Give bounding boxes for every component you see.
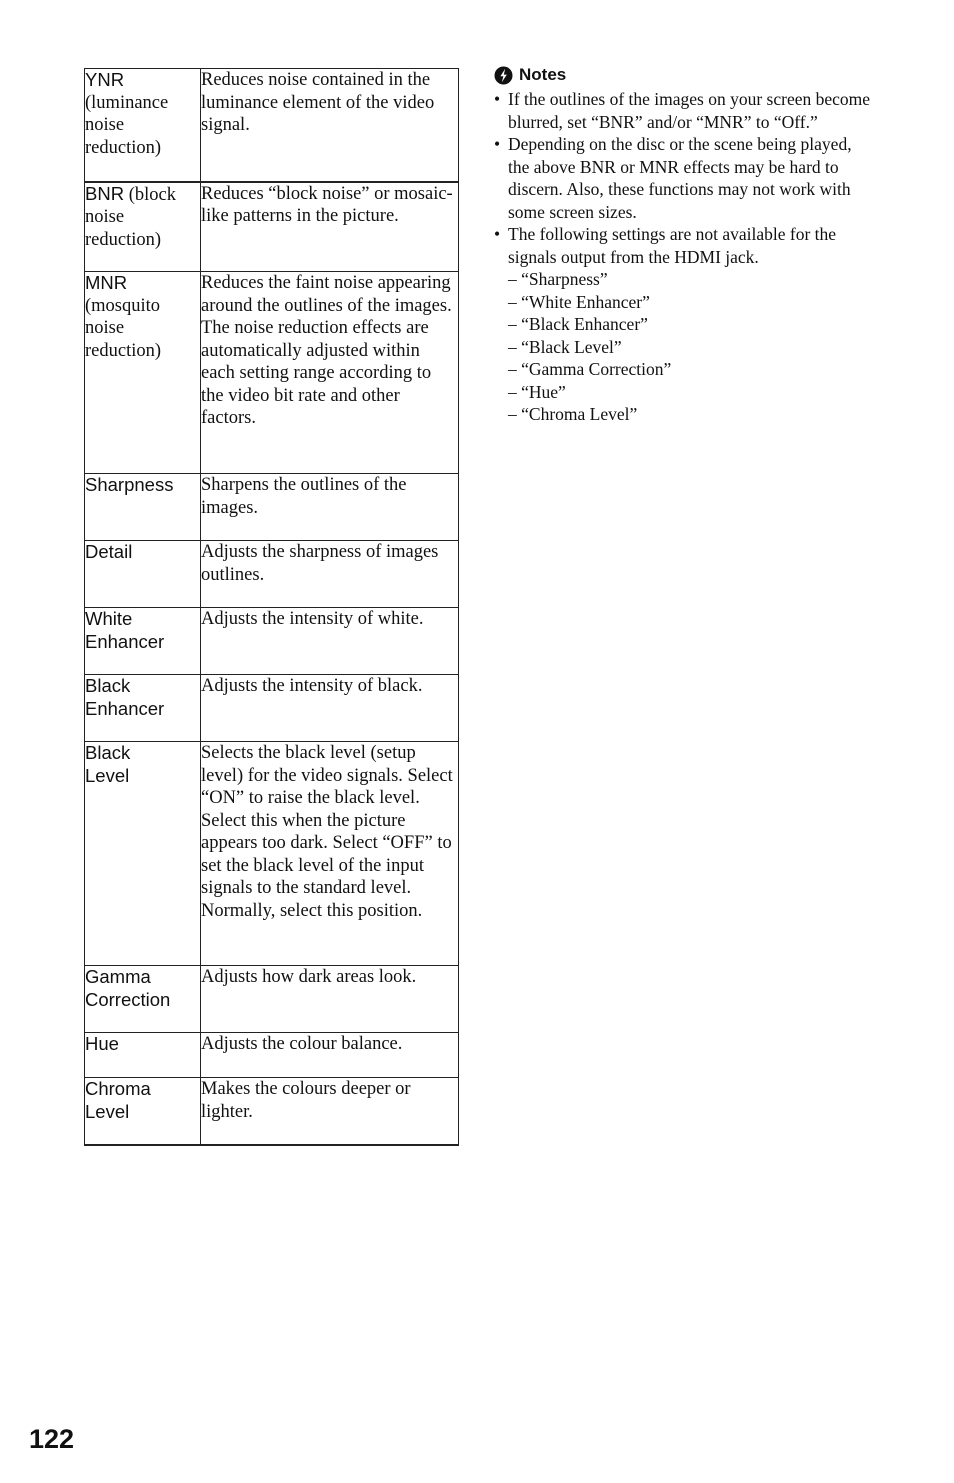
notes-heading	[494, 63, 874, 87]
table-row	[85, 1033, 459, 1078]
row-term: White Enhancer	[85, 608, 165, 652]
row-description: Adjusts the intensity of black.	[201, 676, 423, 696]
row-term: Detail	[85, 541, 133, 562]
table-row	[85, 966, 459, 1033]
row-description: Adjusts the sharpness of images outlines.	[201, 542, 439, 585]
row-description: Selects the black level (setup level) for the video signals. Select “ON” to raise the black level. Select this when the picture appears too dark. Select “OFF” to set the black level of the input signals to the standard level. Normally, select this position.	[201, 743, 453, 921]
notes-section	[494, 63, 874, 426]
row-term: MNR	[85, 272, 128, 293]
row-term: Black Enhancer	[85, 675, 165, 719]
table-row	[85, 474, 459, 541]
notes-title: Notes	[519, 65, 567, 84]
note-item	[494, 223, 874, 426]
note-text: The following settings are not available for the signals output from the HDMI jack.	[508, 224, 837, 267]
row-term-note: (luminance noise reduction)	[85, 92, 169, 158]
table-row	[85, 541, 459, 608]
bullet-icon: •	[494, 224, 501, 244]
row-description: Reduces the faint noise appearing around the outlines of the images. The noise reduction effects are automatically adjusted within each setting range according to the video bit rate and other factors.	[201, 273, 452, 428]
table-row	[85, 182, 459, 272]
bullet-icon: •	[494, 134, 501, 154]
row-term: Black Level	[85, 742, 131, 786]
note-subitem: – “White Enhancer”	[508, 291, 650, 312]
note-subitem: – “Black Level”	[508, 336, 622, 357]
row-term: Chroma Level	[85, 1078, 151, 1122]
row-description: Adjusts how dark areas look.	[201, 967, 417, 987]
note-item	[494, 133, 874, 223]
settings-table	[84, 68, 459, 1146]
row-term-note: (block noise reduction)	[85, 184, 176, 250]
note-text: If the outlines of the images on your screen become blurred, set “BNR” and/or “MNR” to “Off.”	[508, 89, 871, 132]
table-row	[85, 742, 459, 966]
row-description: Sharpens the outlines of the images.	[201, 475, 407, 518]
table-row	[85, 675, 459, 742]
row-term-note: (mosquito noise reduction)	[85, 295, 162, 361]
row-term: Gamma Correction	[85, 966, 171, 1010]
note-subitem: – “Hue”	[508, 381, 566, 402]
row-description: Adjusts the intensity of white.	[201, 609, 424, 629]
notes-list	[494, 88, 874, 426]
note-subitem: – “Gamma Correction”	[508, 359, 672, 379]
row-description: Reduces noise contained in the luminance element of the video signal.	[201, 70, 435, 135]
table-row	[85, 272, 459, 474]
row-term: YNR	[85, 69, 125, 90]
row-description: Makes the colours deeper or lighter.	[201, 1079, 411, 1122]
page-number: 122	[29, 1424, 75, 1454]
bullet-icon: •	[494, 89, 501, 109]
row-term: Sharpness	[85, 474, 174, 495]
row-term: Hue	[85, 1033, 119, 1054]
row-term: BNR	[85, 182, 125, 204]
row-description: Reduces “block noise” or mosaic-like patterns in the picture.	[201, 183, 453, 226]
row-description: Adjusts the colour balance.	[201, 1034, 403, 1054]
note-subitem: – “Black Enhancer”	[508, 314, 648, 334]
note-item	[494, 88, 874, 133]
table-row	[85, 608, 459, 675]
note-subitem: – “Chroma Level”	[508, 404, 638, 424]
note-subitem: – “Sharpness”	[508, 269, 608, 289]
note-text: Depending on the disc or the scene being played, the above BNR or MNR effects may be hard to discern. Also, these functions may not work with some screen sizes.	[508, 134, 852, 222]
notes-icon	[494, 66, 513, 85]
table-row	[85, 1078, 459, 1145]
table-row	[85, 69, 459, 182]
